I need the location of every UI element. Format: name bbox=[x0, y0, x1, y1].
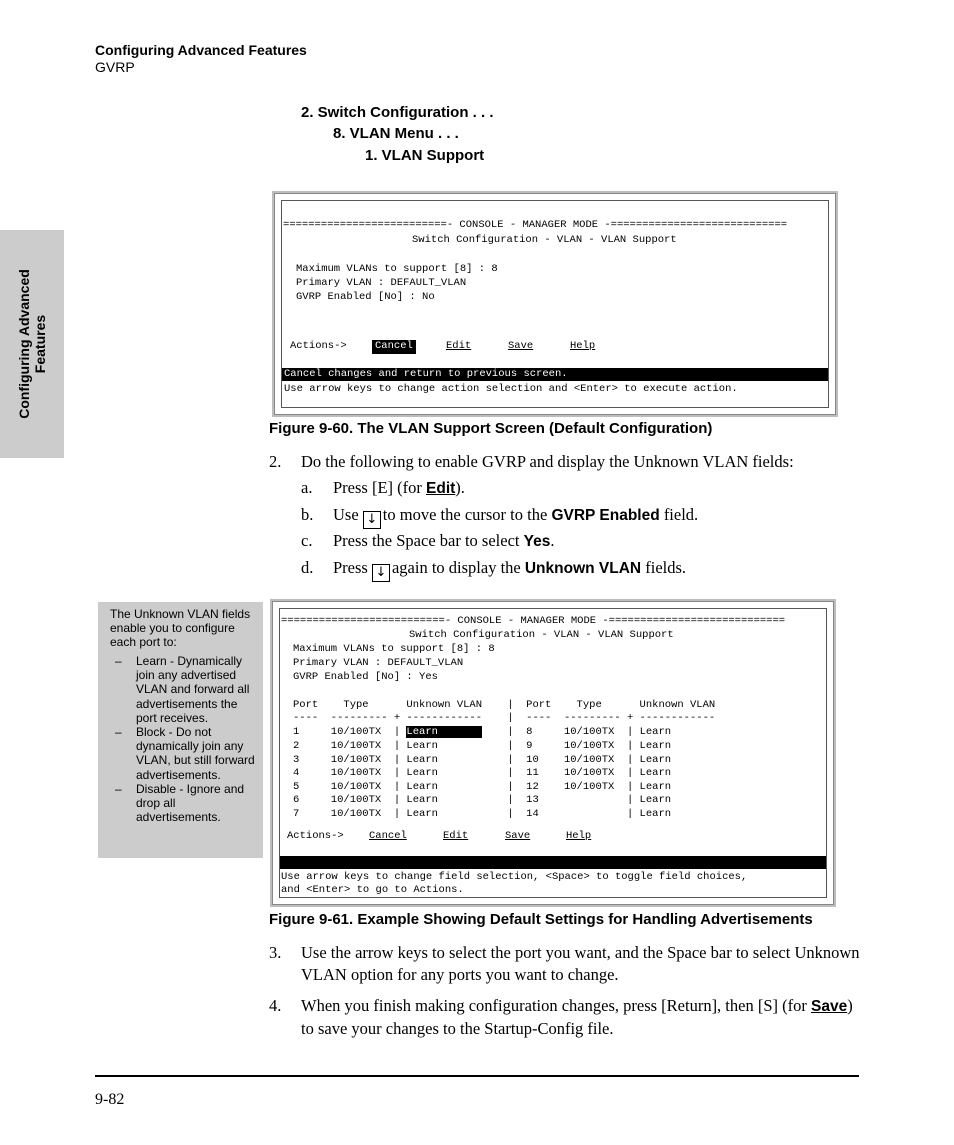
table-row-right: | 8 10/100TX | Learn bbox=[482, 726, 672, 738]
action-save-button[interactable]: Save bbox=[505, 830, 531, 842]
substep-b-mid: to move the cursor to the bbox=[382, 505, 552, 524]
step-2-text: Do the following to enable GVRP and display the Unknown VLAN fields: bbox=[301, 452, 794, 471]
step-4-post: ) to save your changes to the Startup-Config file. bbox=[301, 996, 853, 1038]
substep-c-post: . bbox=[550, 531, 555, 550]
table-row[interactable]: 6 10/100TX | Learn | 13 | Learn bbox=[293, 794, 672, 806]
side-tab-line-1: Configuring Advanced bbox=[16, 269, 32, 419]
substep-d-mid: again to display the bbox=[391, 558, 525, 577]
margin-note-list bbox=[110, 654, 260, 824]
margin-note-item: – Block - Do not dynamically join any VLAN, but still forward advertisements. bbox=[110, 725, 260, 782]
step-2-number: 2. bbox=[269, 452, 282, 471]
actions-label: Actions-> bbox=[290, 340, 347, 352]
actions-label: Actions-> bbox=[287, 830, 344, 842]
port-table-header: Port Type Unknown VLAN | Port Type Unknown VLAN bbox=[293, 699, 716, 711]
table-row[interactable]: 2 10/100TX | Learn | 9 10/100TX | Learn bbox=[293, 740, 672, 752]
substep-b-post: field. bbox=[659, 505, 699, 524]
console-screen-vlan-support-gvrp bbox=[272, 601, 834, 905]
port-table-rule: ---- --------- + ------------ | ---- --------- + ------------ bbox=[293, 712, 716, 724]
substep-a-label: a. bbox=[301, 478, 313, 497]
help-line-1: Use arrow keys to change field selection, <Space> to toggle field choices, bbox=[281, 871, 748, 883]
substep-b-pre: Use bbox=[333, 505, 359, 524]
step-3-text: Use the arrow keys to select the port you want, and the Space bar to select Unknown VLAN option for any ports you want to change. bbox=[301, 943, 860, 984]
substep-c-bold: Yes bbox=[523, 533, 551, 550]
step-4-number: 4. bbox=[269, 996, 282, 1015]
action-save-button[interactable]: Save bbox=[508, 340, 534, 352]
table-row[interactable]: 7 10/100TX | Learn | 14 | Learn bbox=[293, 808, 672, 820]
menu-path-level-2: 8. VLAN Menu . . . bbox=[333, 125, 459, 142]
status-bar bbox=[280, 856, 826, 869]
substep-a-pre: Press [E] (for bbox=[333, 478, 427, 497]
margin-note bbox=[98, 602, 263, 858]
step-3-number: 3. bbox=[269, 943, 282, 962]
field-gvrp-enabled: GVRP Enabled [No] : No bbox=[296, 291, 435, 303]
figure-caption-9-61: Figure 9-61. Example Showing Default Settings for Handling Advertisements bbox=[269, 911, 813, 928]
substep-d-bold: Unknown VLAN bbox=[524, 560, 642, 577]
margin-note-intro: The Unknown VLAN fields enable you to configure each port to: bbox=[110, 607, 251, 650]
field-max-vlans: Maximum VLANs to support [8] : 8 bbox=[296, 263, 498, 275]
status-bar: Cancel changes and return to previous screen. bbox=[282, 368, 829, 381]
action-cancel-button[interactable]: Cancel bbox=[369, 830, 407, 842]
substep-d-pre: Press bbox=[333, 558, 368, 577]
field-gvrp-enabled: GVRP Enabled [No] : Yes bbox=[293, 671, 438, 683]
substep-c-label: c. bbox=[301, 531, 313, 550]
help-line: Use arrow keys to change action selection and <Enter> to execute action. bbox=[284, 383, 738, 395]
table-row[interactable]: 4 10/100TX | Learn | 11 10/100TX | Learn bbox=[293, 767, 672, 779]
console-title-line: ==========================- CONSOLE - MANAGER MODE -============================ bbox=[283, 219, 788, 231]
console-screen-vlan-support-default bbox=[274, 193, 836, 415]
field-primary-vlan: Primary VLAN : DEFAULT_VLAN bbox=[293, 657, 464, 669]
running-header-section: GVRP bbox=[95, 59, 135, 75]
table-row-left: 1 10/100TX | bbox=[293, 726, 407, 738]
step-4-bold: Save bbox=[811, 998, 848, 1015]
chapter-side-tab bbox=[0, 230, 64, 458]
footer-rule bbox=[95, 1075, 859, 1077]
field-primary-vlan: Primary VLAN : DEFAULT_VLAN bbox=[296, 277, 467, 289]
substep-b-bold: GVRP Enabled bbox=[551, 507, 660, 524]
action-edit-button[interactable]: Edit bbox=[443, 830, 469, 842]
substep-c-pre: Press the Space bar to select bbox=[333, 531, 524, 550]
substep-d-post: fields. bbox=[641, 558, 687, 577]
action-help-button[interactable]: Help bbox=[570, 340, 596, 352]
step-4-pre: When you finish making configuration changes, press [Return], then [S] (for bbox=[301, 996, 811, 1015]
margin-note-item: – Disable - Ignore and drop all advertisements. bbox=[110, 782, 260, 825]
help-line-2: and <Enter> to go to Actions. bbox=[281, 884, 464, 896]
substep-d-label: d. bbox=[301, 558, 314, 577]
figure-caption-9-60: Figure 9-60. The VLAN Support Screen (Default Configuration) bbox=[269, 420, 713, 437]
table-row bbox=[293, 726, 671, 740]
menu-path-level-1: 2. Switch Configuration . . . bbox=[301, 104, 494, 121]
substep-a-post: ). bbox=[455, 478, 465, 497]
field-max-vlans: Maximum VLANs to support [8] : 8 bbox=[293, 643, 495, 655]
console-title-line: ==========================- CONSOLE - MANAGER MODE -============================ bbox=[281, 615, 786, 627]
down-arrow-key-icon: ↓ bbox=[372, 564, 390, 582]
menu-path-level-3: 1. VLAN Support bbox=[365, 147, 485, 164]
substep-a-bold: Edit bbox=[426, 480, 456, 497]
console-subtitle: Switch Configuration - VLAN - VLAN Support bbox=[409, 629, 674, 641]
down-arrow-key-icon: ↓ bbox=[363, 511, 381, 529]
substep-b-label: b. bbox=[301, 505, 314, 524]
unknown-vlan-port-1-field[interactable]: Learn bbox=[406, 726, 483, 738]
table-row[interactable]: 5 10/100TX | Learn | 12 10/100TX | Learn bbox=[293, 781, 672, 793]
action-help-button[interactable]: Help bbox=[566, 830, 592, 842]
margin-note-item: – Learn - Dynamically join any advertised VLAN and forward all advertisements the port receives. bbox=[110, 654, 260, 725]
action-cancel-button[interactable]: Cancel bbox=[372, 340, 416, 354]
side-tab-line-2: Features bbox=[32, 314, 48, 374]
action-edit-button[interactable]: Edit bbox=[446, 340, 472, 352]
running-header-chapter: Configuring Advanced Features bbox=[95, 42, 307, 58]
table-row[interactable]: 3 10/100TX | Learn | 10 10/100TX | Learn bbox=[293, 754, 672, 766]
console-subtitle: Switch Configuration - VLAN - VLAN Support bbox=[412, 234, 677, 246]
page-number: 9-82 bbox=[95, 1091, 125, 1108]
